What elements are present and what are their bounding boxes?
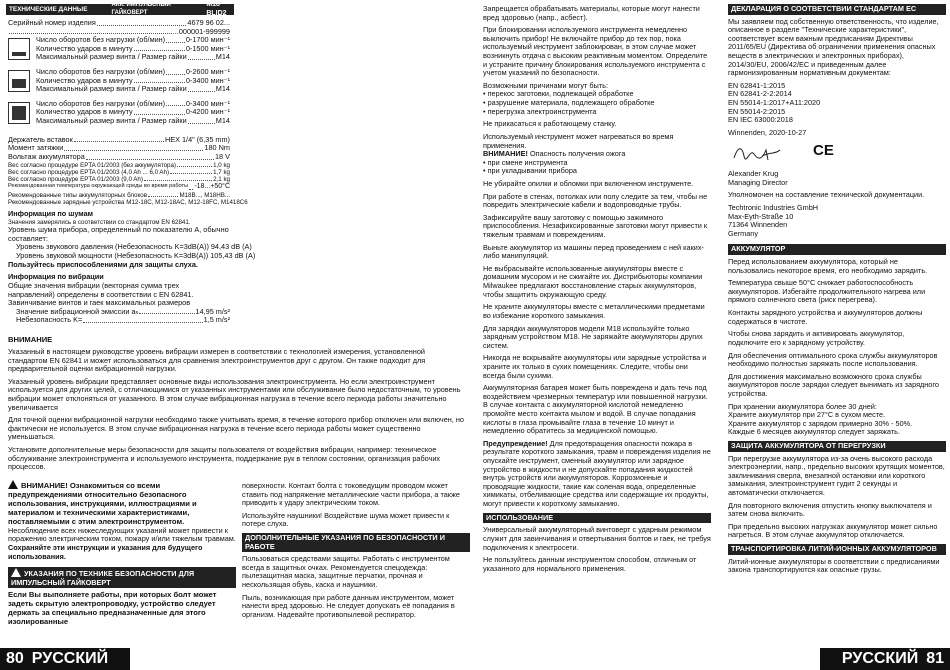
spec-row: Вес согласно процедуре EPTA 01/2003 (без аккумулятора) 1,0 kg: [8, 161, 230, 169]
mode-2: Число оборотов без нагрузки (об/мин) 0-2600 мин⁻¹ Количество ударов в минуту 0-3400 мин⁻¹ Максимальный размер винта / Размер гайки M14: [8, 68, 230, 94]
warning-block: ВНИМАНИЕ! Ознакомиться со всеми предупреждениями относительно безопасного использования, инструкциями, иллюстрациями и материалом и техническими характеристиками, поставляемыми с этим электроинструментом. Несоблюдение всех нижеследующих указаний может привести к поражению электрическим током, пожару и/или тяжелым травмам. Сохраняйте эти инструкции и указания для будущего использования. УКАЗАНИЯ ПО ТЕХНИКЕ БЕЗОПАСНОСТИ ДЛЯ ИМПУЛЬСНЫЙ ГАЙКОВЕРТ Если Вы выполняете работы, при которых болт может задеть скрытую электропроводку, устройство следует держать за специально предназначенные для этого изолированные: [8, 481, 236, 627]
list-item: • при укладывании прибора: [483, 167, 711, 176]
footer-right: [820, 648, 950, 670]
vibration-title: Информация по вибрации: [8, 272, 104, 282]
serial-range-row: ...000001-999999: [8, 28, 230, 37]
mode-1: Число оборотов без нагрузки (об/мин) 0-1700 мин⁻¹ Количество ударов в минуту 0-1500 мин⁻¹ Максимальный размер винта / Размер гайки M14: [8, 36, 230, 62]
noise-intro-2: Уровень шума прибора, определенный по показателю А, обычно составляет:: [8, 225, 229, 243]
noise-power-row: Уровень звуковой мощности (Небезопасность K=3dB(A)) 105,43 dB (A): [16, 251, 256, 261]
safety-title: УКАЗАНИЯ ПО ТЕХНИКЕ БЕЗОПАСНОСТИ ДЛЯ ИМПУЛЬСНЫЙ ГАЙКОВЕРТ: [8, 567, 236, 588]
mode-3-icon: [8, 102, 30, 124]
serial-row: Серийный номер изделия 4679 96 02...: [8, 18, 230, 27]
noise-pressure-row: Уровень звукового давления (Небезопасность K=3dB(A)) 94,43 dB (A): [16, 242, 252, 252]
warning-icon: [8, 480, 18, 489]
mid-column: поверхности. Контакт болта с токоведущим проводом может ставить под напряжение металлические части прибора, а также приводить к удару электрическим током. Используйте наушники! Воздействие шума может привести к потере слуха. ДОПОЛНИТЕЛЬНЫЕ УКАЗАНИЯ ПО БЕЗОПАСНОСТИ И РАБОТЕ Пользоваться средствами защиты. Работать с инструментом всегда в защитных очках. Рекомендуется спецодежда: пылезащитная маска, защитные перчатки, прочная и нескользящая обувь, каска и наушники. Пыль, возникающая при работе данным инструментом, может нанести вред здоровью. Не следует допускать её попадания в организм. Надевайте противопылевой респиратор.: [242, 482, 470, 624]
vibration-emission-row: Значение вибрационной эмиссии aₕ 14,95 m/s²: [16, 306, 230, 316]
attention-title: ВНИМАНИЕ: [8, 335, 53, 344]
declaration-title: ДЕКЛАРАЦИЯ О СООТВЕТСТВИИ СТАНДАРТАМ ЕС: [728, 4, 946, 15]
page-number: 81: [926, 649, 944, 667]
list-item: • при смене инструмента: [483, 159, 711, 168]
attention-block: ВНИМАНИЕ Указанный в настоящем руководстве уровень вибрации измерен в соответствии с технологией измерения, установленной стандартом EN 62841 и может использоваться для сравнения электроинструментов друг с другом. Он также подходит для предварительной оценки вибрационной нагрузки. Указанный уровень вибрации представляет основные виды использования электроинструмента. Но если электроинструмент используется для других целей, с отличающимися от указанных инструментами или обслуживание было недостаточным, то уровень вибрации может отклоняться от указанного. В этом случае вибрационная нагрузка в течение всего периода работы значительно увеличивается Для точной оценки вибрационной нагрузки необходимо также учитывать время, в течение которого прибор отключен или включен, но фактически не используется. В этом случае вибрационная нагрузка в течение всего периода работы может существенно уменьшаться. Установите дополнительные меры безопасности для защиты пользователя от воздействия вибрации, например: техническое обслуживание электроинструмента и используемого инструмента, поддержание рук в теплом состоянии, организация рабочих процессов.: [8, 336, 466, 476]
noise-intro-1: Значения замерялись в соответствии со стандартом EN 62841.: [8, 218, 191, 226]
right-page: [475, 0, 950, 670]
page-language: РУССКИЙ: [31, 649, 109, 667]
mode-2-icon: [8, 70, 30, 92]
warning-icon: [11, 568, 21, 577]
hearing-protection: Пользуйтесь приспособлениями для защиты слуха.: [8, 259, 198, 269]
spec-row: Вес согласно процедуре EPTA 01/2003 (9,0 Ah) 2,1 kg: [8, 176, 230, 184]
right-col-1: Запрещается обрабатывать материалы, которые могут нанести вред здоровью (напр., асбест). При блокировании используемого инструмента немедленно выключить прибор! Не включайте прибор до тех пор, пока используемый инструмент заблокирован, в этом случае может возникнуть отдача с высоким реактивным моментом. Определите и устраните причину блокирования используемого инструмента с учетом указаний по безопасности. Возможными причинами могут быть: • перекос заготовки, подлежащей обработке • разрушение материала, подлежащего обработке • перегрузка электроинструмента Не прикасаться к работающему станку. Используемый инструмент может нагреваться во время применения. ВНИМАНИЕ! Опасность получения ожога • при смене инструмента • при укладывании прибора Не убирайте опилки и обломки при включенном инструменте. При работе в стенах, потолках или полу следите за тем, чтобы не повредить электрические кабели и водопроводные трубы. Зафиксируйте вашу заготовку с помощью зажимного приспособления. Незафиксированные заготовки могут привести к тяжелым травмам и повреждениям. Выньте аккумулятор из машины перед проведением с ней каких-либо манипуляций. Не выбрасывайте использованные аккумуляторы вместе с домашним мусором и не сжигайте их. Дистрибьюторы компании Milwaukee предлагают восстановление старых аккумуляторов, чтобы защитить окружающую среду. Не храните аккумуляторы вместе с металлическими предметами во избежание короткого замыкания. Для зарядки аккумуляторов модели M18 используйте только зарядным устройством M18. Не заряжайте аккумуляторы других систем. Никогда не вскрывайте аккумуляторы или зарядные устройства и храните их только в сухих помещениях. Следите, чтобы они всегда были сухими. Аккумуляторная батарея может быть повреждена и дать течь под воздействием чрезмерных температур или повышенной нагрузки. В случае контакта с аккумуляторной кислотой немедленно промойте место контакта мылом и водой. В случае попадания кислоты в глаза промывайте глаза в течение 10 минут и немедленно обратитесь за медицинской помощью. Предупреждение! Для предотвращения опасности пожара в результате короткого замыкания, травм и повреждения изделия не опускайте инструмент, сменный аккумулятор или зарядное устройство в жидкости и не допускайте попадания жидкостей внутрь устройств или аккумуляторов. Коррозионные и проводящие жидкости, такие как соленая вода, определенные химикаты, отбеливающие средства или содержащие их продукты, могут привести к короткому замыканию. ИСПОЛЬЗОВАНИЕ Универсальный аккумуляторный винтоверт с ударным режимом служит для завинчивания и отвертывания болтов и гаек, не требуя подключения к электросети. Не пользуйтесь данным инструментом способом, отличным от указанного для нормального применения.: [483, 5, 711, 577]
spec-row: Рекомендованные типы аккумуляторных блоков M18B..., M18HB...: [8, 191, 230, 199]
noise-title: Информация по шумам: [8, 209, 94, 219]
vibration-k-row: Небезопасность K= 1,5 m/s²: [16, 315, 230, 325]
mode-3: Число оборотов без нагрузки (об/мин) 0-3400 мин⁻¹ Количество ударов в минуту 0-4200 мин⁻¹ Максимальный размер винта / Размер гайки M14: [8, 100, 230, 126]
list-item: • перегрузка электроинструмента: [483, 108, 711, 117]
mode-1-icon: [8, 38, 30, 60]
page-language: РУССКИЙ: [841, 649, 919, 667]
reasons-list: [483, 90, 711, 116]
page-number: 80: [6, 649, 24, 667]
product-type: АКК. ИМПУЛЬСНЫЙ ГАЙКОВЕРТ: [111, 2, 171, 16]
model-name: M18 BLID2: [206, 1, 227, 17]
spec-row: Рекомендованная температура окружающей среды во время работы -18...+50°C: [8, 183, 230, 191]
battery-title: АККУМУЛЯТОР: [728, 244, 946, 255]
list-item: • разрушение материала, подлежащего обработке: [483, 99, 711, 108]
section-title: ТЕХНИЧЕСКИЕ ДАННЫЕ: [9, 5, 88, 13]
transport-title: ТРАНСПОРТИРОВКА ЛИТИЙ-ИОННЫХ АККУМУЛЯТОРОВ: [728, 544, 946, 555]
extra-safety-title: ДОПОЛНИТЕЛЬНЫЕ УКАЗАНИЯ ПО БЕЗОПАСНОСТИ И РАБОТЕ: [242, 533, 470, 552]
spec-row: Держатель вставок HEX 1/4" (6,35 mm): [8, 134, 230, 144]
usage-title: ИСПОЛЬЗОВАНИЕ: [483, 513, 711, 524]
overload-title: ЗАЩИТА АККУМУЛЯТОРА ОТ ПЕРЕГРУЗКИ: [728, 441, 946, 452]
spec-table: Серийный номер изделия 4679 96 02... ...000001-999999 Число оборотов без нагрузки (об/мин) 0-1700 мин⁻¹ Количество ударов в минуту 0-1500 мин⁻¹ Максимальный размер винта / Размер гайки M14 Число оборотов без нагрузки (об/мин) 0-2600 мин⁻¹ Количество ударов в минуту 0-3400 мин⁻¹ Максимальный размер винта / Размер гайки M14 Число оборотов без нагрузки (об/мин) 0-3400 мин⁻¹ Количество ударов в минуту 0-4200 мин⁻¹ Максимальный размер винта / Размер гайки M14 Держатель вставок HEX 1/4" (6,35 mm) Момент затяжки 180 Nm Вольтаж аккумулятора 18 V Вес согласно процедуре EPTA 01/2003 (без аккумулятора) 1,0 kg Вес согласно процедуре EPTA 01/2003 (4,0 Ah ... 6,0 Ah) 1,7 kg Вес согласно процедуре EPTA 01/2003 (9,0 Ah) 2,1 kg Рекомендованная температура окружающей среды во время работы -18...+50°C Рекомендованные типы аккумуляторных блоков M18B..., M18HB... Рекомендованные зарядные устройства M12-18C, M12-18AC, M12-18FC, M1418C6 Информация по шумам Значения замерялись в соответствии со стандартом EN 62841. Уровень шума прибора, определенный по показателю А, обычно составляет: Уровень звукового давления (Небезопасность K=3dB(A)) 94,43 dB (A) Уровень звуковой мощности (Небезопасность K=3dB(A)) 105,43 dB (A) Пользуйтесь приспособлениями для защиты слуха. Информация по вибрации Общие значения вибрации (векторная сумма трех направлений) определены в соответствии с EN 62841. Завинчивание винтов и гаек максимальных размеров Значение вибрационной эмиссии aₕ 14,95 m/s² Небезопасность K= 1,5 m/s²: [8, 18, 256, 325]
signature-image: [732, 142, 782, 164]
warning-title: ВНИМАНИЕ! Ознакомиться со всеми предупреждениями относительно безопасного использования, инструкциями, иллюстрациями и материалом и техническими характеристиками, поставляемыми с этим электроинструментом.: [8, 481, 197, 526]
spec-row: Момент затяжки 180 Nm: [8, 143, 230, 153]
spec-row: Вольтаж аккумулятора 18 V: [8, 151, 230, 161]
spec-row: Рекомендованные зарядные устройства M12-18C, M12-18AC, M12-18FC, M1418C6: [8, 199, 248, 207]
right-col-2: ДЕКЛАРАЦИЯ О СООТВЕТСТВИИ СТАНДАРТАМ ЕС Мы заявляем под собственную ответственность, что изделие, описанное в разделе "Технические характеристики", соответствует всем важным предписаниям Директивы 2011/65/EU (Директива об ограничении применения опасных веществ в электрических и электронных приборах), 2014/30/EU, 2006/42/EC и приведенным далее гармонизированным нормативным документам: EN 62841-1:2015 EN 62841-2-2:2014 EN 55014-1:2017+A11:2020 EN 55014-2:2015 EN IEC 63000:2018 Winnenden, 2020-10-27 CE Alexander Krug Managing Director Уполномочен на составление технической документации. Techtronic Industries GmbH Max-Eyth-Straße 10 71364 Winnenden Germany АККУМУЛЯТОР Перед использованием аккумулятора, который не пользовались некоторое время, его необходимо зарядить. Температура свыше 50°C снижает работоспособность аккумуляторов. Избегайте продолжительного нагрева или прямого солнечного света (риск перегрева). Контакты зарядного устройства и аккумуляторов должны содержаться в чистоте. Чтобы снова зарядить и активировать аккумулятор, подключите его к зарядному устройству. Для обеспечения оптимального срока службы аккумуляторов необходимо полностью заряжать после использования. Для достижения максимально возможного срока службы аккумуляторов после зарядки следует вынимать из зарядного устройства. При хранении аккумулятора более 30 дней: Храните аккумулятор при 27°C в сухом месте. Храните аккумулятор с зарядом примерно 30% - 50%. Каждые 6 месяцев аккумулятор следует заряжать. ЗАЩИТА АККУМУЛЯТОРА ОТ ПЕРЕГРУЗКИ При перегрузке аккумулятора из-за очень высокого расхода электроэнергии, напр., предельно высоких крутящих моментов, заклинивания сверла, внезапной остановки или короткого замыкания, электроинструмент гудит 2 секунды и автоматически отключается. Для повторного включения отпустить кнопку выключателя и затем снова включить. При предельно высоких нагрузках аккумулятор может сильно нагреться. В этом случае аккумулятор отключается. ТРАНСПОРТИРОВКА ЛИТИЙ-ИОННЫХ АККУМУЛЯТОРОВ Литий-ионные аккумуляторы в соответствии с предписаниями закона транспортируются как опасные грузы.: [728, 4, 945, 575]
spec-row: Вес согласно процедуре EPTA 01/2003 (4,0 Ah ... 6,0 Ah) 1,7 kg: [8, 168, 230, 176]
ce-mark: CE: [813, 141, 834, 159]
tech-data-header: [6, 1, 234, 17]
list-item: • перекос заготовки, подлежащей обработке: [483, 90, 711, 99]
footer-left: [0, 648, 130, 670]
